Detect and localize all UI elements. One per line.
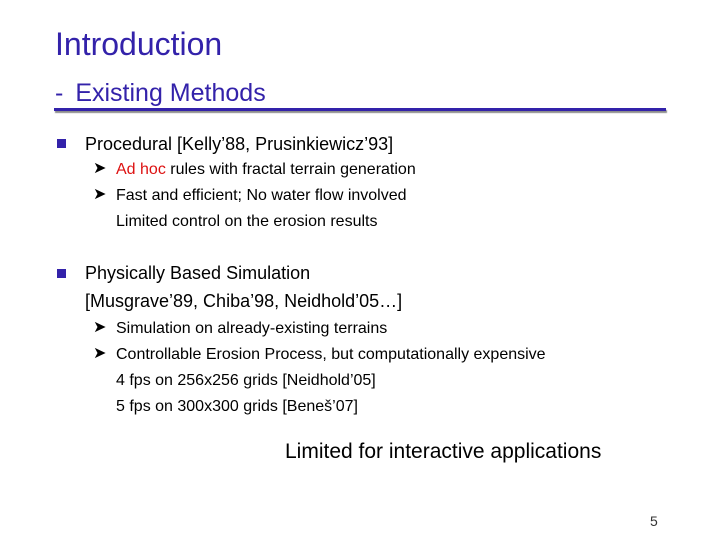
page-number: 5 <box>650 513 658 529</box>
arrow-bullet-icon: ➤ <box>93 319 107 336</box>
section-1-item-1: Ad hoc rules with fractal terrain generation <box>116 161 416 178</box>
section-1-note: Limited control on the erosion results <box>116 213 378 230</box>
ad-hoc-highlight: Ad hoc <box>116 161 166 178</box>
subtitle-dash: - <box>55 79 64 107</box>
arrow-bullet-icon: ➤ <box>93 186 107 203</box>
section-2-item-2: Controllable Erosion Process, but computationally expensive <box>116 346 546 363</box>
section-2-note-2: 5 fps on 300x300 grids [Beneš’07] <box>116 398 358 415</box>
section-2-heading-line-1: Physically Based Simulation <box>85 263 311 283</box>
square-bullet-icon <box>57 139 66 148</box>
conclusion-text: Limited for interactive applications <box>285 440 602 463</box>
section-2-note-1: 4 fps on 256x256 grids [Neidhold’05] <box>116 372 376 389</box>
arrow-bullet-icon: ➤ <box>93 160 107 177</box>
slide-title: Introduction <box>55 26 223 62</box>
section-2-item-1: Simulation on already-existing terrains <box>116 320 388 337</box>
section-1-heading: Procedural [Kelly’88, Prusinkiewicz’93] <box>85 134 394 154</box>
slide-subtitle <box>55 76 266 110</box>
arrow-bullet-icon: ➤ <box>93 345 107 362</box>
title-divider <box>54 108 666 111</box>
section-2-heading-line-2: [Musgrave’89, Chiba’98, Neidhold’05…] <box>85 291 403 311</box>
section-1-item-2: Fast and efficient; No water flow involved <box>116 187 407 204</box>
square-bullet-icon <box>57 269 66 278</box>
subtitle-text: Existing Methods <box>75 79 266 107</box>
